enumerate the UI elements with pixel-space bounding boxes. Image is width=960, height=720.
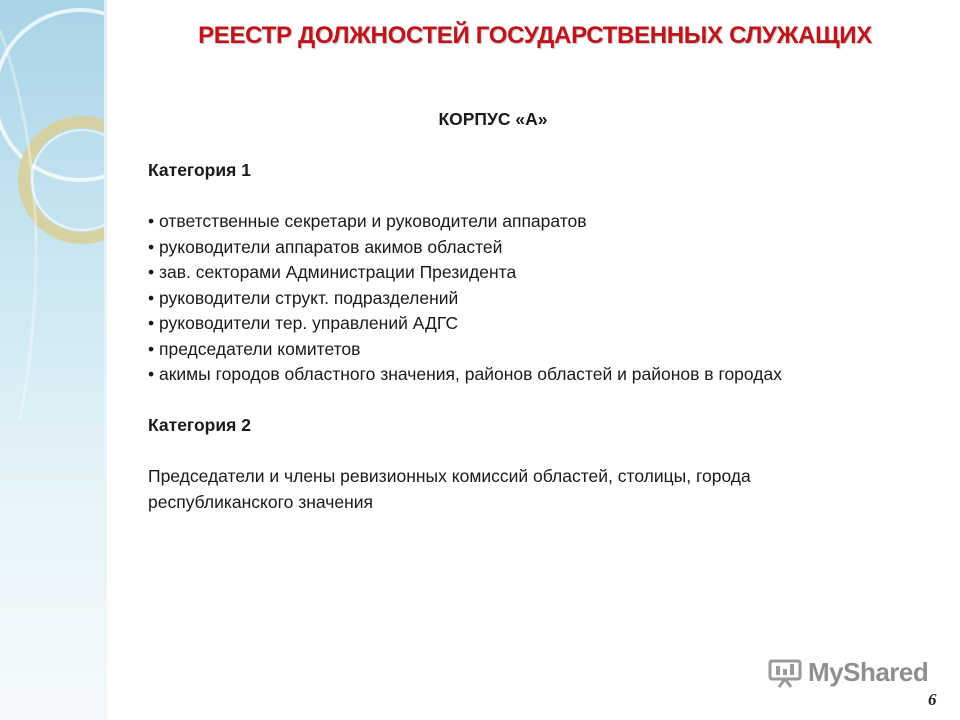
category-1-heading: Категория 1 [148, 160, 251, 180]
spacer [148, 439, 908, 465]
spacer [148, 184, 908, 210]
large-white-ring [0, 10, 106, 180]
slide-title: РЕЕСТР ДОЛЖНОСТЕЙ ГОСУДАРСТВЕННЫХ СЛУЖАЩИХ [198, 22, 872, 49]
section-title: КОРПУС «А» [438, 109, 548, 129]
decorative-sidebar [0, 0, 106, 720]
category-2-heading: Категория 2 [148, 415, 251, 435]
list-item: • председатели комитетов [148, 338, 361, 359]
list-item: • руководители структ. подразделений [148, 287, 459, 308]
list-item: • зав. секторами Администрации Президента [148, 262, 517, 282]
decorative-rings [0, 0, 106, 720]
slide-content [148, 107, 908, 515]
spacer [148, 133, 908, 159]
category-2-text: Председатели и члены ревизионных комиссий областей, столицы, города республиканского значения [148, 466, 751, 512]
list-item: • ответственные секретари и руководители аппаратов [148, 211, 587, 231]
category-1-list [148, 209, 908, 388]
watermark [768, 657, 928, 688]
list-item: • руководители тер. управлений АДГС [148, 313, 459, 333]
presentation-icon [768, 658, 802, 688]
list-item: • акимы городов областного значения, районов областей и районов в городах [148, 364, 782, 384]
page-number: 6 [928, 690, 937, 709]
sidebar-edge [104, 0, 107, 720]
list-item: • руководители аппаратов акимов областей [148, 236, 503, 257]
decorative-arc [0, 30, 36, 420]
watermark-text: MyShared [808, 657, 929, 687]
spacer [148, 388, 908, 414]
